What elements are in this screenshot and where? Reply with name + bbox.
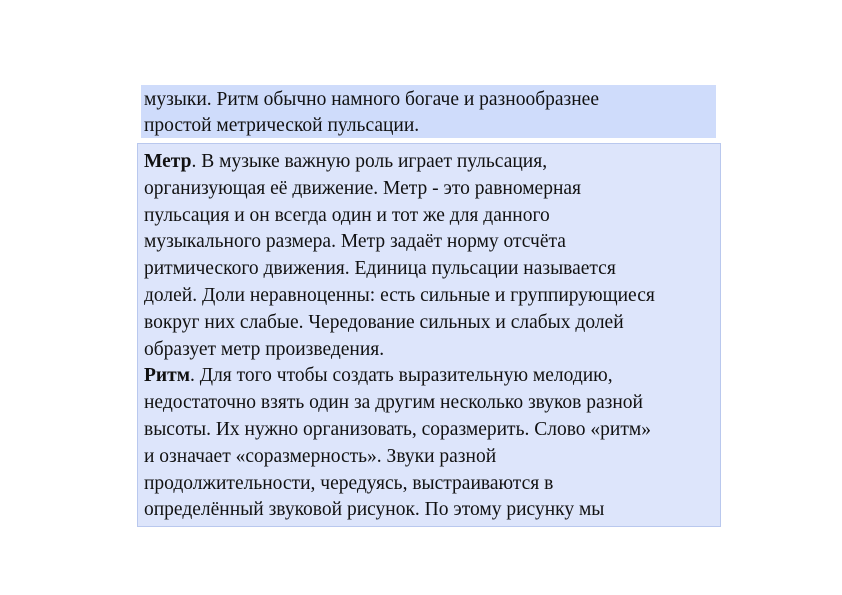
text-line: музыки. Ритм обычно намного богаче и разнообразнее	[144, 89, 599, 110]
text-fragment: . В музыке важную роль играет пульсация,	[191, 151, 548, 172]
paragraph-metr-first-line	[144, 149, 714, 176]
text-line: определённый звуковой рисунок. По этому рисунку мы	[144, 499, 605, 521]
text-fragment: . Для того чтобы создать выразительную мелодию,	[190, 365, 613, 387]
text-line: ритмического движения. Единица пульсации называется	[144, 258, 616, 280]
text-line: музыкального размера. Метр задаёт норму отсчёта	[144, 231, 566, 253]
text-line: образует метр произведения.	[144, 338, 385, 360]
text-line: вокруг них слабые. Чередование сильных и слабых долей	[144, 311, 624, 333]
text-line: долей. Доли неравноценны: есть сильные и группирующиеся	[144, 284, 655, 306]
text-line: высоты. Их нужно организовать, соразмерить. Слово «ритм»	[144, 418, 651, 440]
text-line: и означает «соразмерность». Звуки разной	[144, 445, 497, 467]
text-line: простой метрической пульсации.	[144, 114, 420, 136]
term-metr: Метр	[144, 151, 192, 172]
paragraph-ritm-first-line	[144, 363, 714, 390]
text-line: организующая её движение. Метр - это равномерная	[144, 177, 582, 199]
term-ritm: Ритм	[144, 365, 191, 387]
text-line: пульсация и он всегда один и тот же для данного	[144, 204, 550, 226]
text-block-main	[137, 143, 721, 527]
text-block-top	[141, 85, 716, 138]
text-line: недостаточно взять один за другим несколько звуков разной	[144, 392, 643, 414]
text-line: продолжительности, чередуясь, выстраиваются в	[144, 472, 554, 494]
